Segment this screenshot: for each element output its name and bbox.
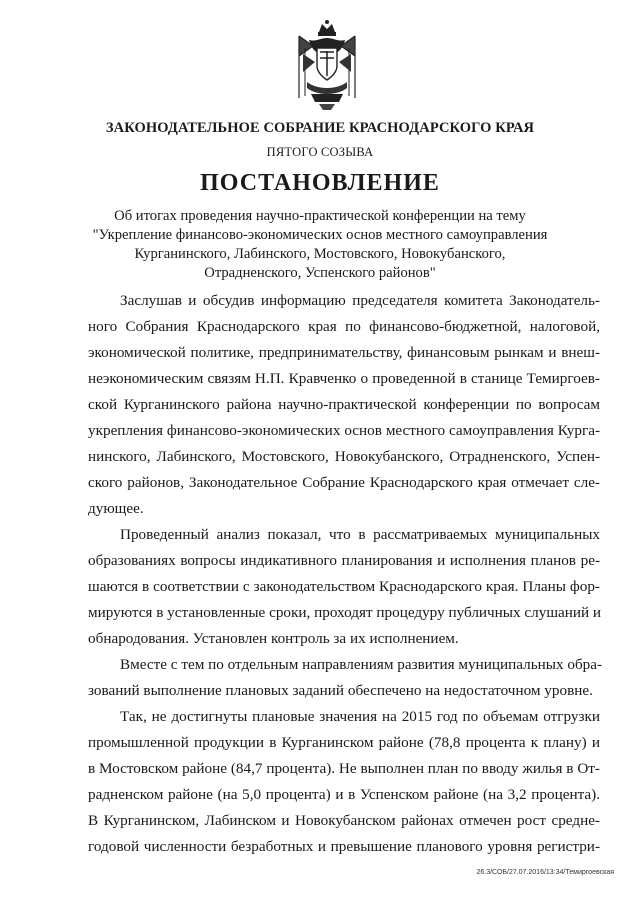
body-line: В Курганинском, Лабинском и Новокубанском районах отмечен рост средне- — [88, 812, 600, 829]
body-line: ской Курганинского района научно-практической конференции по вопросам — [88, 396, 600, 413]
subject-line: "Укрепление финансово-экономических основ местного самоуправления — [92, 227, 548, 243]
body-line: годовой численности безработных и превышение планового уровня регистри- — [88, 838, 600, 855]
body-line: ного Собрания Краснодарского края по финансово-бюджетной, налоговой, — [88, 318, 600, 335]
body-line: нинского, Лабинского, Мостовского, Новокубанского, Отрадненского, Успен- — [88, 448, 600, 465]
body-line: укрепления финансово-экономических основ местного самоуправления Курга- — [88, 422, 600, 439]
body-line: ского районов, Законодательное Собрание Краснодарского края отмечает сле- — [88, 474, 600, 491]
body-line: зований выполнение плановых заданий обеспечено на недостаточном уровне. — [88, 682, 593, 699]
document-footer-code: 26.3/СОБ/27.07.2016/13:34/Темиргоевская — [476, 869, 614, 876]
coat-of-arms-emblem — [293, 18, 361, 112]
organization-name: ЗАКОНОДАТЕЛЬНОЕ СОБРАНИЕ КРАСНОДАРСКОГО КРАЯ — [105, 120, 535, 136]
body-line: образованиях вопросы индикативного планирования и исполнения планов ре- — [88, 552, 600, 569]
body-line: неэкономическим связям Н.П. Кравченко о проведенной в станице Темиргоев- — [88, 370, 600, 387]
body-line: промышленной продукции в Курганинском районе (78,8 процента к плану) и — [88, 734, 600, 751]
body-line: радненском районе (на 5,0 процента) и в Успенском районе (на 3,2 процента). — [88, 786, 600, 803]
body-line: мируются в установленные сроки, проходят процедуру публичных слушаний и — [88, 604, 602, 621]
subject-line: Об итогах проведения научно-практической конференции на тему — [114, 208, 526, 224]
body-line: экономической политике, предпринимательству, финансовым рынкам и внеш- — [88, 344, 600, 361]
body-line: дующее. — [88, 500, 144, 517]
body-line: обнародования. Установлен контроль за их исполнением. — [88, 630, 459, 647]
body-line: Так, не достигнуты плановые значения на 2015 год по объемам отгрузки — [120, 708, 600, 725]
document-title: ПОСТАНОВЛЕНИЕ — [200, 170, 440, 196]
body-line: шаются в соответствии с законодательством Краснодарского края. Планы фор- — [88, 578, 600, 595]
convocation: ПЯТОГО СОЗЫВА — [266, 145, 374, 159]
document-subject — [80, 207, 560, 283]
subject-line: Курганинского, Лабинского, Мостовского, Новокубанского, — [134, 246, 506, 262]
body-line: Заслушав и обсудив информацию председателя комитета Законодатель- — [120, 292, 600, 309]
body-line: Вместе с тем по отдельным направлениям развития муниципальных обра- — [120, 656, 603, 673]
subject-line: Отрадненского, Успенского районов" — [204, 265, 436, 281]
body-line: в Мостовском районе (84,7 процента). Не выполнен план по вводу жилья в От- — [88, 760, 600, 777]
body-line: Проведенный анализ показал, что в рассматриваемых муниципальных — [120, 526, 600, 543]
